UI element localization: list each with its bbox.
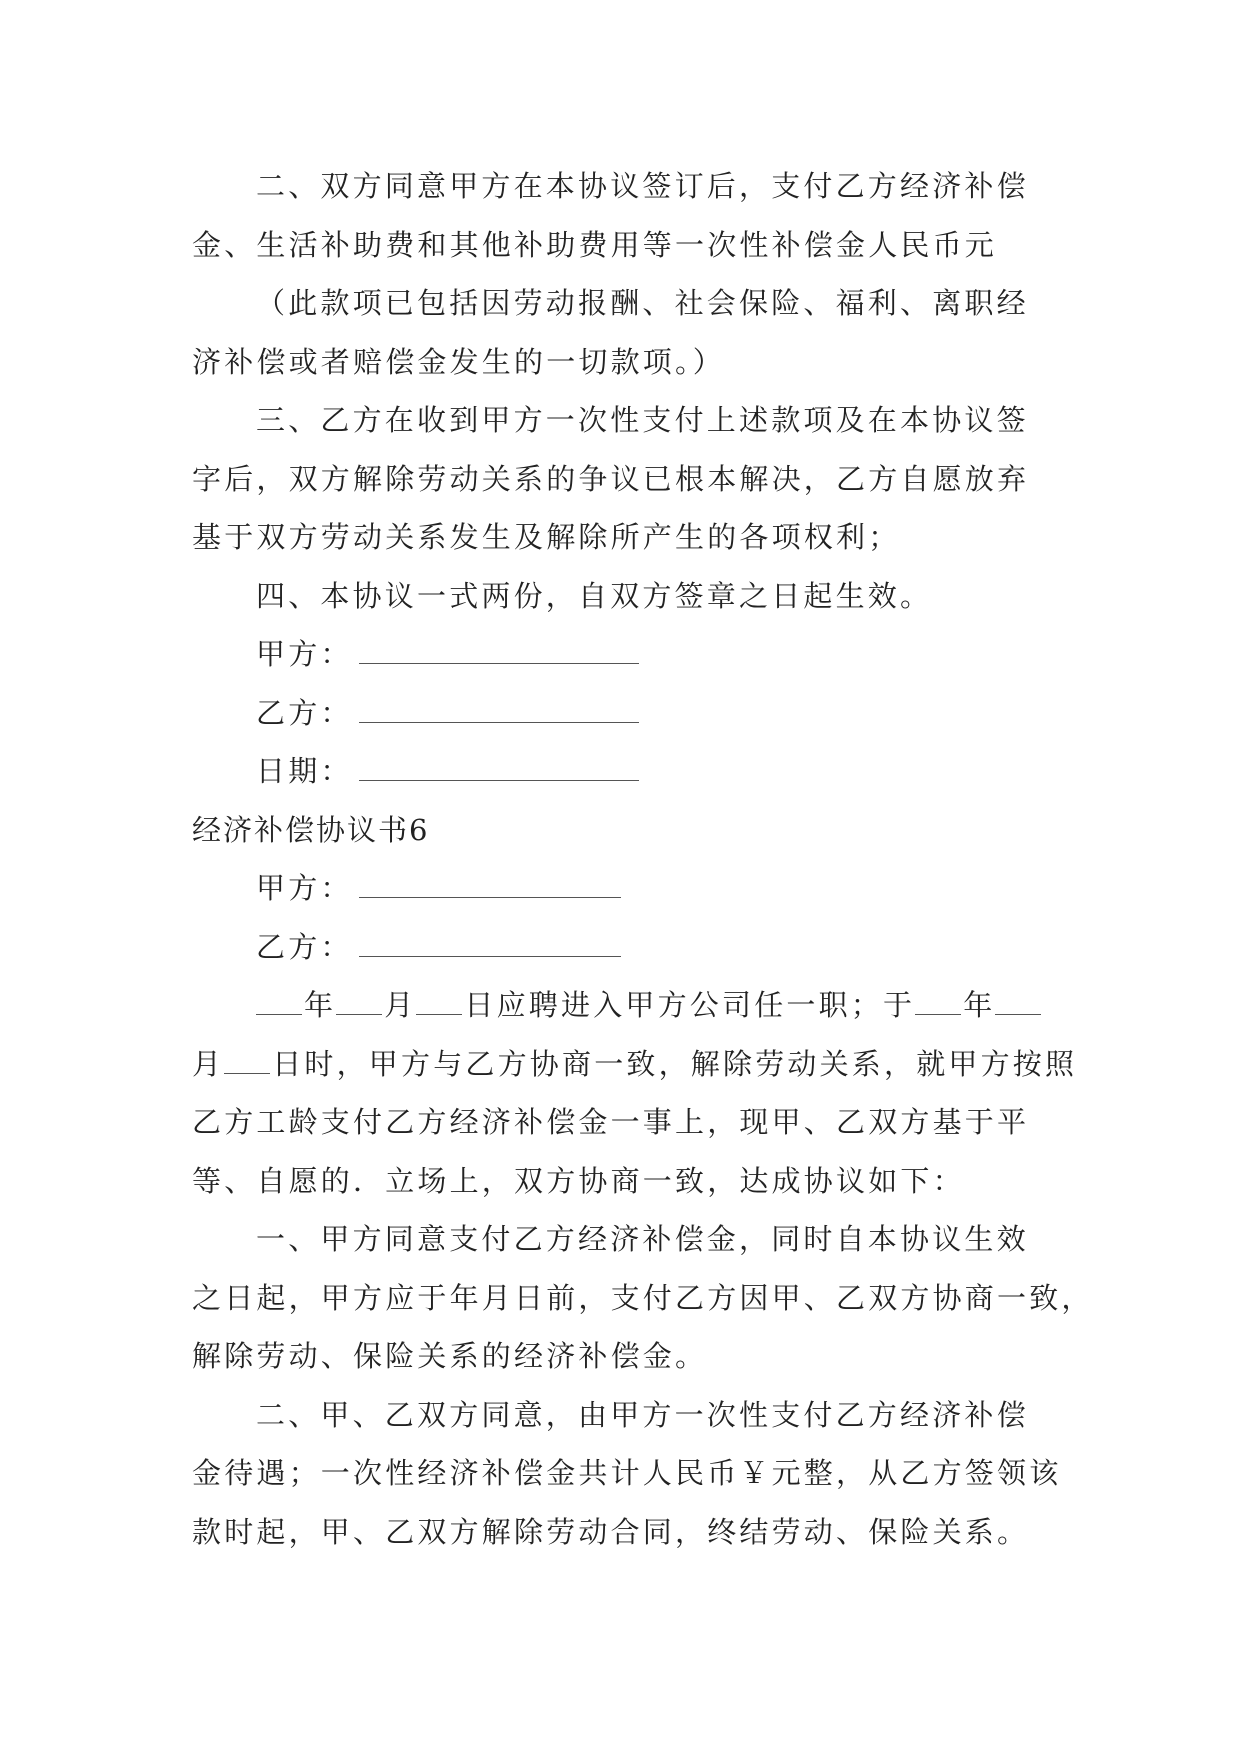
paragraph-line: （此款项已包括因劳动报酬、社会保险、福利、离职经: [256, 286, 1029, 320]
section-title: 经济补偿协议书6: [192, 812, 430, 847]
paragraph-line: 解除劳动、保险关系的经济补偿金。: [192, 1339, 708, 1373]
signature-line-date: [192, 742, 1052, 801]
paragraph-line: 一、甲方同意支付乙方经济补偿金，同时自本协议生效: [256, 1222, 1029, 1256]
signature-label: 乙方：: [256, 695, 353, 730]
signature-blank: [359, 700, 639, 723]
paragraph-line: 三、乙方在收到甲方一次性支付上述款项及在本协议签: [256, 403, 1029, 437]
signature-line-party-a: [192, 625, 1052, 684]
paragraph-line: 等、自愿的．立场上，双方协商一致，达成协议如下：: [192, 1163, 965, 1198]
fill-blank: [336, 992, 382, 1015]
fill-blank: [995, 992, 1041, 1015]
paragraph-line: 字后，双方解除劳动关系的争议已根本解决，乙方自愿放弃: [192, 461, 1030, 496]
fill-blank: [224, 1051, 270, 1074]
party-label: 甲方：: [256, 871, 353, 905]
paragraph-line: 之日起，甲方应于年月日前，支付乙方因甲、乙双方协商一致，: [192, 1280, 1094, 1315]
paragraph-line: 金、生活补助费和其他补助费用等一次性补偿金人民币元: [192, 227, 998, 262]
paragraph-line: 金待遇；一次性经济补偿金共计人民币￥元整，从乙方签领该: [192, 1456, 1062, 1490]
paragraph-line: 四、本协议一式两份，自双方签章之日起生效。: [256, 578, 933, 613]
signature-label: 甲方：: [256, 637, 353, 671]
date-blank: [359, 758, 639, 781]
document-body: [192, 157, 1094, 1561]
party-blank: [359, 875, 621, 898]
text-run: 月: [192, 1046, 225, 1081]
text-run: 年: [963, 988, 996, 1022]
paragraph-line: 济补偿或者赔偿金发生的一切款项。）: [192, 344, 725, 379]
text-run: 月: [384, 988, 417, 1022]
text-run: 日应聘进入甲方公司任一职；于: [464, 988, 916, 1022]
paragraph-line: [192, 1035, 1078, 1094]
paragraph-line: 乙方工龄支付乙方经济补偿金一事上，现甲、乙双方基于平: [192, 1105, 1030, 1139]
signature-label: 日期：: [256, 754, 353, 788]
paragraph-line: 二、双方同意甲方在本协议签订后，支付乙方经济补偿: [256, 169, 1029, 203]
signature-blank: [359, 641, 639, 664]
signature-line-party-b: [192, 684, 1052, 743]
text-run: 年: [304, 988, 337, 1022]
text-run: 日时，甲方与乙方协商一致，解除劳动关系，就甲方按照: [272, 1046, 1078, 1081]
party-b-line: [192, 918, 1052, 977]
fill-blank: [256, 992, 302, 1015]
paragraph-line: 基于双方劳动关系发生及解除所产生的各项权利；: [192, 520, 901, 554]
party-label: 乙方：: [256, 929, 353, 964]
fill-blank: [915, 992, 961, 1015]
paragraph-line: 二、甲、乙双方同意，由甲方一次性支付乙方经济补偿: [256, 1397, 1029, 1432]
paragraph-line: 款时起，甲、乙双方解除劳动合同，终结劳动、保险关系。: [192, 1514, 1030, 1549]
fill-blank: [416, 992, 462, 1015]
paragraph-line: [192, 976, 1052, 1035]
party-a-line: [192, 859, 1052, 918]
party-blank: [359, 934, 621, 957]
